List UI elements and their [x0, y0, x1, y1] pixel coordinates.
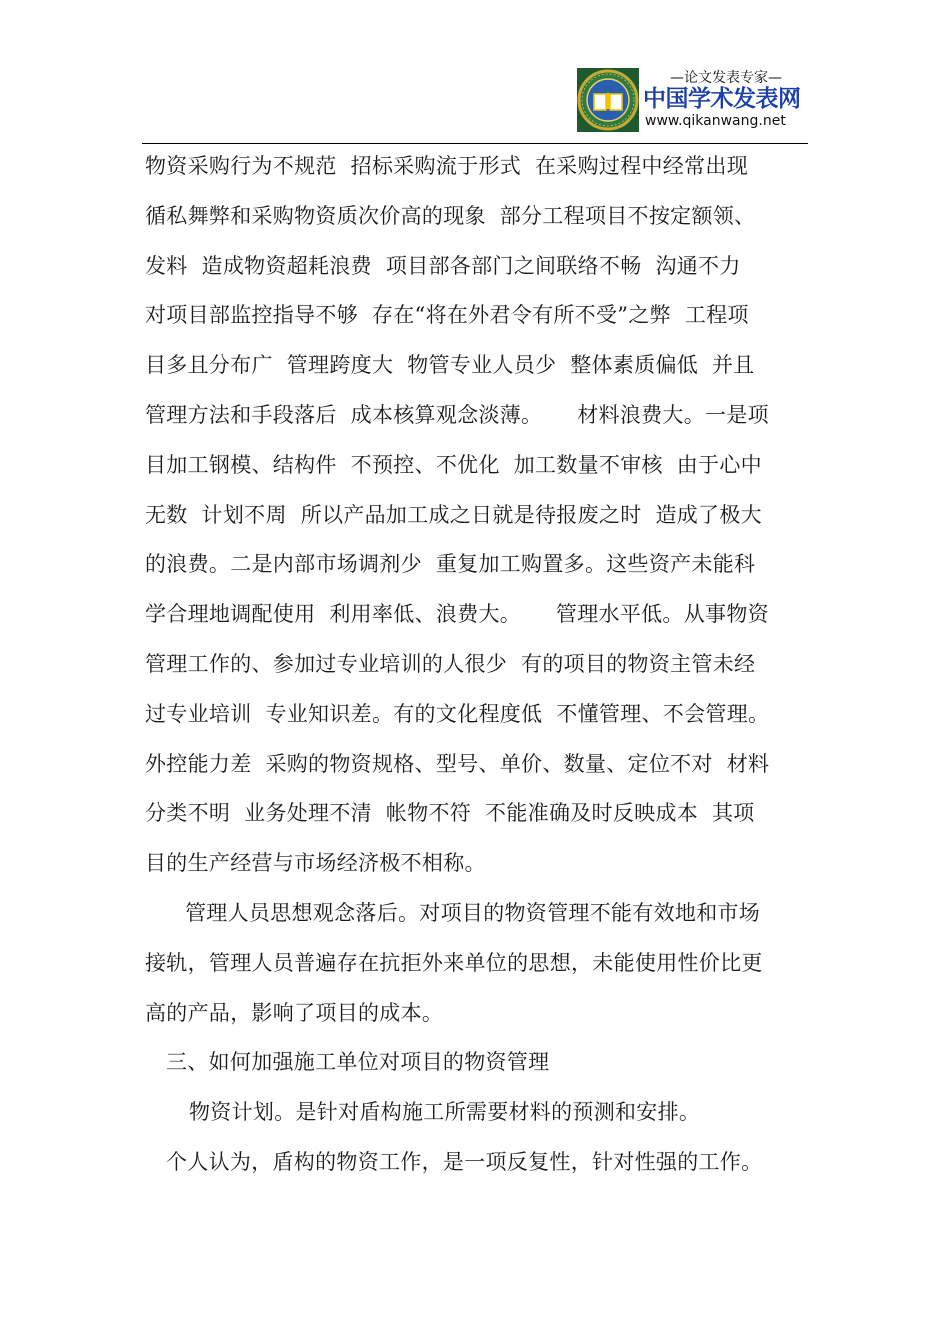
article-body — [145, 142, 805, 1188]
text-line: 物资采购行为不规范 招标采购流于形式 在采购过程中经常出现 — [145, 154, 748, 178]
text-line: 管理工作的、参加过专业培训的人很少 有的项目的物资主管未经 — [145, 651, 756, 676]
text-line: 目加工钢模、结构件 不预控、不优化 加工数量不审核 由于心中 — [145, 452, 762, 477]
seal-logo-icon — [577, 68, 639, 132]
text-line: 接轨，管理人员普遍存在抗拒外来单位的思想，未能使用性价比更 — [145, 950, 763, 975]
text-line: 的浪费。二是内部市场调剂少 重复加工购置多。这些资产未能科 — [145, 552, 756, 577]
text-line: 物资计划。是针对盾构施工所需要材料的预测和安排。 — [189, 1100, 701, 1125]
logo-tagline: —论文发表专家— — [670, 70, 782, 86]
text-line: 管理人员思想观念落后。对项目的物资管理不能有效地和市场 — [185, 900, 761, 925]
logo-site-name: 中国学术发表网 — [643, 86, 801, 112]
text-line: 外控能力差 采购的物资规格、型号、单价、数量、定位不对 材料 — [145, 751, 770, 776]
text-line: 循私舞弊和采购物资质次价高的现象 部分工程项目不按定额领、 — [145, 203, 756, 228]
text-line: 目的生产经营与市场经济极不相称。 — [145, 851, 486, 876]
text-line: 过专业培训 专业知识差。有的文化程度低 不懂管理、不会管理。 — [145, 701, 770, 726]
text-line: 高的产品，影响了项目的成本。 — [145, 1000, 444, 1025]
text-line: 管理方法和手段落后 成本核算观念淡薄。 材料浪费大。一是项 — [145, 402, 769, 427]
text-line: 无数 计划不周 所以产品加工成之日就是待报废之时 造成了极大 — [145, 502, 762, 527]
text-line: 对项目部监控指导不够 存在“将在外君令有所不受”之弊 工程项 — [145, 303, 749, 328]
text-line: 发料 造成物资超耗浪费 项目部各部门之间联络不畅 沟通不力 — [145, 253, 741, 278]
text-line: 分类不明 业务处理不清 帐物不符 不能准确及时反映成本 其项 — [145, 801, 755, 826]
text-line: 个人认为，盾构的物资工作，是一项反复性，针对性强的工作。 — [166, 1149, 763, 1174]
text-line: 三、如何加强施工单位对项目的物资管理 — [166, 1050, 550, 1075]
logo-url: www.qikanwang.net — [645, 113, 786, 129]
text-line: 学合理地调配使用 利用率低、浪费大。 管理水平低。从事物资 — [145, 602, 769, 627]
site-logo[interactable] — [577, 68, 809, 132]
text-line: 目多且分布广 管理跨度大 物管专业人员少 整体素质偏低 并且 — [145, 353, 755, 378]
